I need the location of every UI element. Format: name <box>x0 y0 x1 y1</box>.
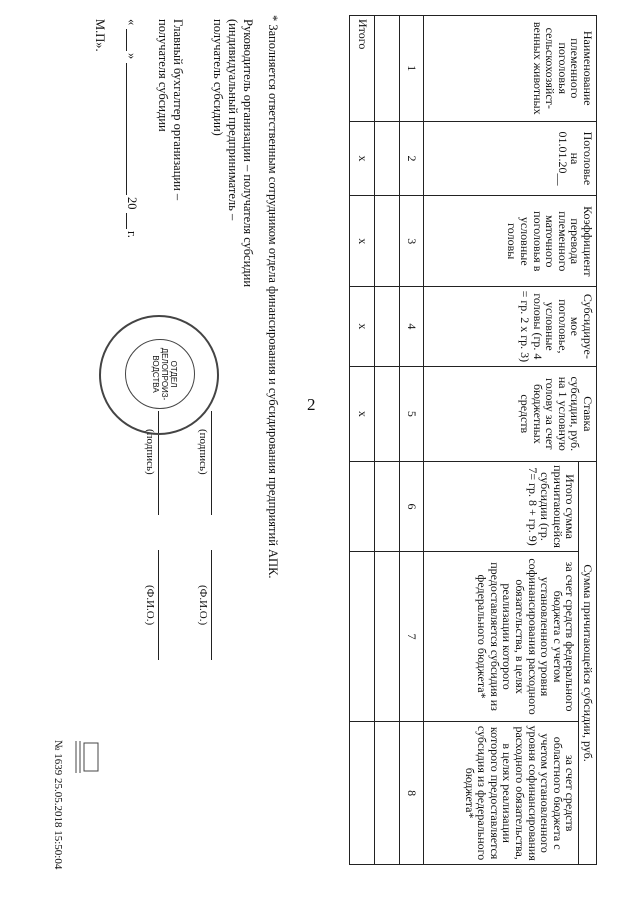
date-year-line <box>126 213 127 229</box>
header-federal-budget: за счет средств федерального бюджета с учетом установленного уровня софинансирования расходного обязательства, в целях реализации которого предоставляется субсидия из федерального бюджета* <box>424 551 579 721</box>
header-subsidized-headcount: Субсидируе-мое поголовье, условные головы (гр. 4 = гр. 2 х гр. 3) <box>424 287 597 366</box>
total-cell <box>350 462 375 552</box>
subsidy-table <box>349 15 597 865</box>
col-number: 6 <box>400 462 424 552</box>
date-open-quote: « <box>125 19 139 26</box>
footnote: * Заполняется ответственным сотрудником отдела финансирования и субсидирования предприятий АПК. <box>266 15 280 579</box>
total-row <box>350 16 375 865</box>
total-cell: х <box>350 121 375 196</box>
date-year: 20 <box>125 197 139 210</box>
head-signatory-line3: получатель субсидии) <box>211 19 225 136</box>
table-cell <box>375 196 400 287</box>
table-cell <box>375 287 400 366</box>
header-rate: Ставка субсидии, руб. на 1 условную голову за счет бюджетных средств <box>424 366 597 462</box>
total-cell: х <box>350 366 375 462</box>
header-headcount: Поголовье на 01.01.20__ <box>424 121 597 196</box>
registration-logo-icon <box>72 737 102 777</box>
date-close-quote: » <box>125 53 139 60</box>
header-coefficient: Коэффициент перевода племенного маточного поголовья в условные головы <box>424 196 597 287</box>
date-day-line <box>126 29 127 51</box>
accountant-line2: получателя субсидии <box>156 19 170 132</box>
header-regional-budget: за счет средств областного бюджета с учетом установленного уровня софинансирования расходного обязательства, в целях реализации которого предоставляется субсидия из федерального бюджета* <box>424 722 579 865</box>
col-number: 3 <box>400 196 424 287</box>
total-cell <box>350 551 375 721</box>
header-animals: Наименование племенного поголовья сельскохозяйст-венных животных <box>424 16 597 122</box>
fio-caption: (Ф.И.О.) <box>144 585 156 626</box>
col-number: 1 <box>400 16 424 122</box>
date-month-line <box>126 63 127 195</box>
table-cell <box>375 551 400 721</box>
registration-number: № 1639 25.05.2018 15:50:04 <box>52 740 64 870</box>
total-cell <box>350 722 375 865</box>
department-stamp <box>99 315 219 435</box>
table-cell <box>375 462 400 552</box>
col-number: 8 <box>400 722 424 865</box>
column-numbers-row <box>400 16 424 865</box>
fio-line <box>211 550 212 660</box>
empty-row <box>375 16 400 865</box>
fio-caption: (Ф.И.О.) <box>197 585 209 626</box>
fio-line <box>158 550 159 660</box>
seal-place: М.П». <box>93 19 107 52</box>
signature-caption: (подпись) <box>197 429 209 475</box>
signature-line <box>211 411 212 515</box>
table-cell <box>375 16 400 122</box>
rotated-document <box>37 15 597 870</box>
total-cell: х <box>350 287 375 366</box>
stamp-caption: ОТДЕЛ ДЕЛОПРОИЗ-ВОДСТВА <box>151 347 178 401</box>
header-total-sum: Итого сумма причитающейся субсидии (гр. 7= гр. 8 + гр. 9) <box>424 462 579 552</box>
head-signatory-line1: Руководитель организации – получателя субсидии <box>241 19 255 288</box>
table-cell <box>375 722 400 865</box>
total-label: Итого <box>350 16 375 122</box>
signature-caption: (подпись) <box>144 429 156 475</box>
accountant-line1: Главный бухгалтер организации – <box>171 19 185 201</box>
col-number: 5 <box>400 366 424 462</box>
header-subsidy-sum-group: Сумма причитающейся субсидии, руб. <box>579 462 597 865</box>
table-cell <box>375 121 400 196</box>
col-number: 2 <box>400 121 424 196</box>
col-number: 7 <box>400 551 424 721</box>
table-cell <box>375 366 400 462</box>
col-number: 4 <box>400 287 424 366</box>
head-signatory-line2: (индивидуальный предприниматель – <box>226 19 240 221</box>
date-year-suffix: г. <box>125 231 139 238</box>
total-cell: х <box>350 196 375 287</box>
page-number: 2 <box>307 395 316 414</box>
